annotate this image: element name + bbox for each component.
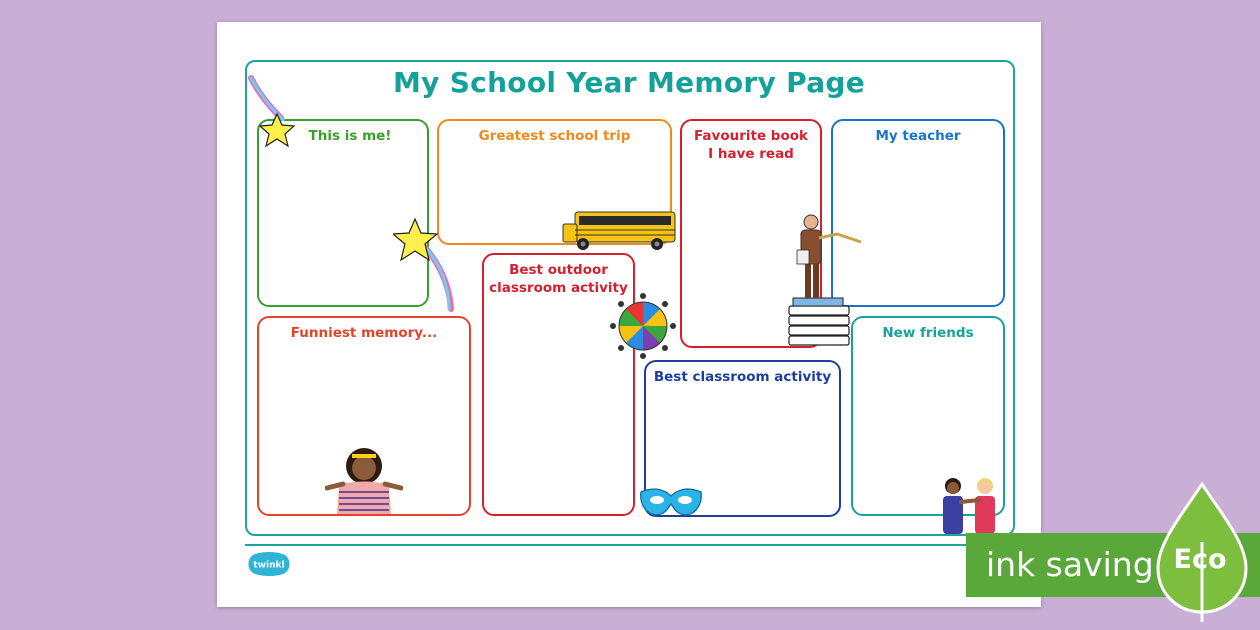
box-label: My teacher — [875, 128, 961, 144]
box-label: This is me! — [308, 128, 392, 144]
page-title: My School Year Memory Page — [392, 66, 866, 99]
shooting-star-icon — [247, 74, 301, 150]
twinkl-logo — [247, 551, 291, 577]
worksheet-page — [217, 22, 1041, 607]
box-label: Best outdoor classroom activity — [489, 262, 628, 296]
school-bus-icon — [561, 208, 677, 252]
box-label: Funniest memory... — [290, 325, 438, 341]
child-laughing-icon — [325, 444, 403, 514]
teacher-on-books-icon — [787, 212, 867, 354]
ink-saving-label: ink saving — [986, 545, 1154, 584]
mask-icon — [637, 484, 705, 522]
eco-badge-label: Eco — [1173, 544, 1227, 575]
parachute-icon — [605, 288, 681, 364]
box-label: Best classroom activity — [653, 369, 832, 385]
star-icon — [393, 217, 459, 313]
box-label: Favourite book I have read — [693, 128, 808, 162]
twinkl-logo-text: twinkl — [253, 560, 285, 571]
box-label: New friends — [882, 325, 974, 341]
box-label: Greatest school trip — [478, 128, 631, 144]
friends-icon — [933, 474, 1007, 534]
footer-divider — [245, 544, 1015, 546]
